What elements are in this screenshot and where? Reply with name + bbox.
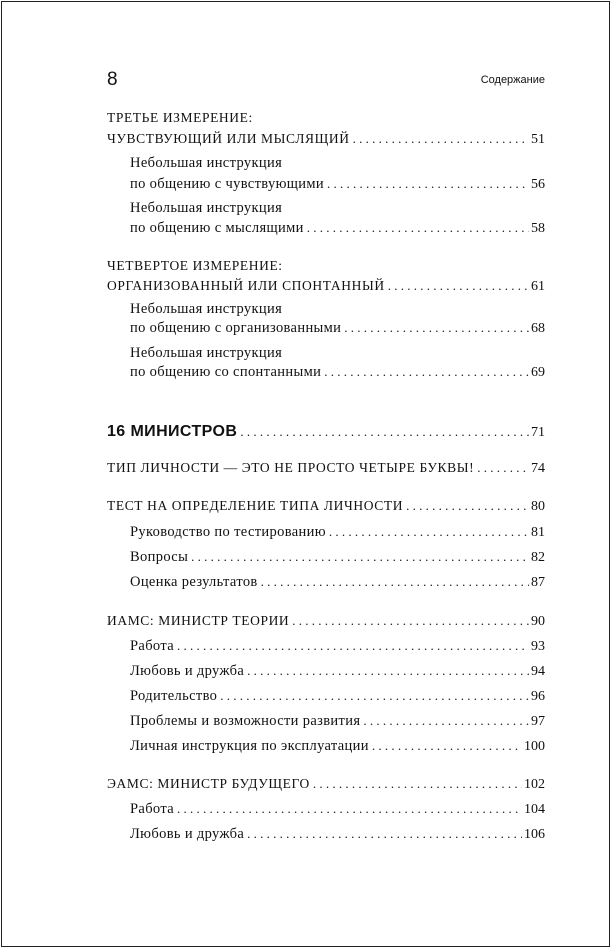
dot-leader	[240, 421, 529, 443]
toc-subentry	[130, 523, 545, 541]
toc-part-title: 16 МИНИСТРОВ	[107, 423, 238, 440]
dot-leader	[477, 459, 529, 477]
dot-leader	[191, 548, 529, 566]
dot-leader	[388, 277, 529, 295]
toc-page-number: 74	[531, 461, 545, 476]
toc-page-number: 56	[531, 177, 545, 192]
toc-subentry-title: Оценка результатов	[130, 574, 258, 590]
toc-subentry	[130, 800, 545, 818]
toc-chapter-title: ТИП ЛИЧНОСТИ — ЭТО НЕ ПРОСТО ЧЕТЫРЕ БУКВЫ!	[107, 460, 475, 475]
toc-page-number: 58	[531, 221, 545, 236]
dot-leader	[406, 497, 529, 515]
toc-subentry	[130, 548, 545, 566]
toc-subentry-title: по общению со спонтанными	[130, 364, 322, 380]
dot-leader	[324, 363, 529, 381]
dot-leader	[220, 687, 529, 705]
toc-subentry-title: Вопросы	[130, 549, 189, 565]
toc-chapter-entry	[107, 497, 545, 515]
toc-chapter-entry	[107, 612, 545, 630]
toc-chapter-title: ОРГАНИЗОВАННЫЙ ИЛИ СПОНТАННЫЙ	[107, 278, 385, 293]
toc-subentry	[130, 219, 545, 237]
toc-subentry-title: по общению с организованными	[130, 320, 342, 336]
dot-leader	[261, 573, 529, 591]
dot-leader	[344, 319, 529, 337]
toc-subentry-title: Личная инструкция по эксплуатации	[130, 738, 369, 754]
dot-leader	[329, 523, 529, 541]
toc-chapter-title-line1: ТРЕТЬЕ ИЗМЕРЕНИЕ:	[107, 110, 253, 125]
toc-page-number: 69	[531, 365, 545, 380]
toc-page-number: 104	[524, 802, 545, 817]
toc-chapter-entry	[107, 459, 545, 477]
dot-leader	[363, 712, 529, 730]
dot-leader	[307, 219, 529, 237]
toc-page-number: 80	[531, 499, 545, 514]
toc-subentry	[130, 662, 545, 680]
toc-subentry-title: Проблемы и возможности развития	[130, 713, 361, 729]
toc-page-number: 61	[531, 279, 545, 294]
toc-subentry	[130, 737, 545, 755]
toc-chapter-title-line1: ЧЕТВЕРТОЕ ИЗМЕРЕНИЕ:	[107, 258, 283, 273]
toc-chapter-title: ТЕСТ НА ОПРЕДЕЛЕНИЕ ТИПА ЛИЧНОСТИ	[107, 498, 404, 513]
dot-leader	[247, 662, 529, 680]
toc-subentry-title: по общению с чувствующими	[130, 176, 325, 192]
toc-page-number: 87	[531, 575, 545, 590]
toc-subentry	[130, 319, 545, 337]
dot-leader	[177, 800, 522, 818]
dot-leader	[247, 825, 522, 843]
toc-subentry-title-line1: Небольшая инструкция	[130, 200, 283, 216]
toc-page-number: 100	[524, 739, 545, 754]
toc-page-number: 90	[531, 614, 545, 629]
toc-page-number: 97	[531, 714, 545, 729]
toc-page-number: 93	[531, 639, 545, 654]
toc-page-number: 71	[531, 425, 545, 440]
toc-page-number: 81	[531, 525, 545, 540]
toc-subentry-title: Любовь и дружба	[130, 826, 245, 842]
toc-subentry-title: Любовь и дружба	[130, 663, 245, 679]
dot-leader	[353, 130, 529, 148]
toc-page-number: 94	[531, 664, 545, 679]
toc-chapter-title: ЭАМС: МИНИСТР БУДУЩЕГО	[107, 776, 310, 791]
toc-subentry-title: Родительство	[130, 688, 218, 704]
toc-chapter-entry	[107, 277, 545, 295]
toc-part-entry	[107, 421, 545, 443]
toc-page-number: 82	[531, 550, 545, 565]
toc-subentry	[130, 712, 545, 730]
toc-page-number: 106	[524, 827, 545, 842]
toc-subentry	[130, 573, 545, 591]
dot-leader	[372, 737, 522, 755]
toc-page-number: 96	[531, 689, 545, 704]
toc-chapter-entry	[107, 130, 545, 148]
toc-subentry	[130, 687, 545, 705]
dot-leader	[327, 175, 529, 193]
toc-chapter-entry	[107, 775, 545, 793]
toc-subentry-title-line1: Небольшая инструкция	[130, 155, 283, 171]
toc-subentry-title: Работа	[130, 638, 174, 654]
dot-leader	[313, 775, 522, 793]
toc-subentry	[130, 363, 545, 381]
toc-chapter-title: ЧУВСТВУЮЩИЙ ИЛИ МЫСЛЯЩИЙ	[107, 131, 350, 146]
toc-subentry-title: Руководство по тестированию	[130, 524, 326, 540]
running-title: Содержание	[480, 74, 545, 86]
toc-page-number: 102	[524, 777, 545, 792]
toc-subentry	[130, 825, 545, 843]
toc-subentry-title-line1: Небольшая инструкция	[130, 345, 283, 361]
toc-chapter-title: ИАМС: МИНИСТР ТЕОРИИ	[107, 613, 290, 628]
toc-subentry	[130, 175, 545, 193]
toc-subentry-title-line1: Небольшая инструкция	[130, 301, 283, 317]
dot-leader	[292, 612, 529, 630]
page-number: 8	[107, 69, 118, 90]
toc-subentry	[130, 637, 545, 655]
toc-subentry-title: Работа	[130, 801, 174, 817]
toc-page-number: 51	[531, 132, 545, 147]
toc-page-number: 68	[531, 321, 545, 336]
dot-leader	[177, 637, 529, 655]
toc-subentry-title: по общению с мыслящими	[130, 220, 304, 236]
